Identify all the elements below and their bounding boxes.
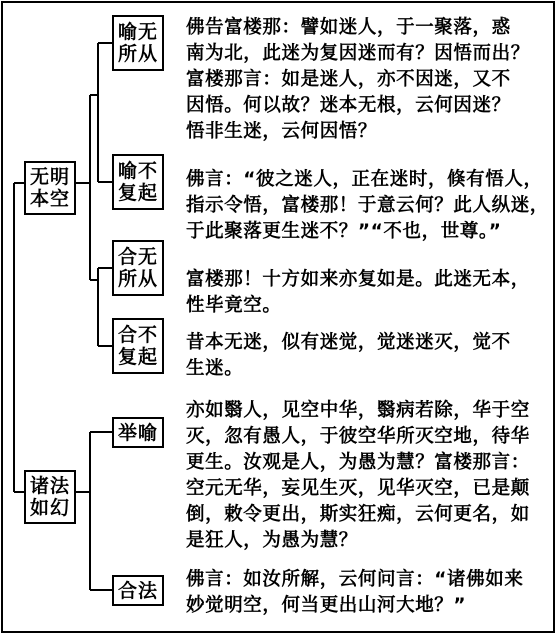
branch-label-line: 合法	[117, 579, 158, 602]
root-label-line: 无明	[29, 166, 70, 188]
root-label-line: 如幻	[29, 497, 70, 519]
branch-label-line: 合不	[117, 324, 158, 346]
branch-label-yu-bu-fuqi	[112, 154, 164, 210]
branch-label-ju-yu	[112, 417, 164, 448]
branch-text-ju-yu: 亦如翳人，见空中华，翳病若除，华于空 灭，忽有愚人，于彼空华所灭空地，待华 更生。汝观是人，为愚为慧？富楼那言： 空元无华，妄见生灭，见华灭空，已是颠 倒，敕令更出，斯实狂痴，云何更名，如 是狂人，为愚为慧？	[186, 400, 530, 551]
branch-label-line: 喻无	[117, 21, 158, 43]
branch-text-he-bu-fuqi: 昔本无迷，似有迷觉，觉迷迷灭，觉不 生迷。	[186, 332, 511, 379]
branch-label-he-wu-suocong	[112, 240, 164, 296]
branch-label-he-bu-fuqi	[112, 318, 164, 374]
branch-label-he-fa	[112, 575, 164, 606]
branch-text-he-fa: 佛言：如汝所解，云何问言：“诸佛如来 妙觉明空，何当更出山河大地？”	[186, 569, 524, 616]
branch-label-line: 复起	[117, 182, 158, 204]
branch-label-line: 所从	[117, 43, 158, 65]
branch-label-line: 复起	[117, 346, 158, 368]
root-label-line: 诸法	[29, 475, 70, 497]
branch-text-he-wu-suocong: 富楼那！十方如来亦复如是。此迷无本， 性毕竟空。	[186, 269, 530, 316]
root-label-zhufa-ruhuan	[24, 470, 76, 524]
branch-text-yu-bu-fuqi: 佛言：“彼之迷人，正在迷时，倏有悟人， 指示令悟，富楼那！于意云何？此人纵迷， 于此聚落更生迷不？”“不也，世尊。”	[186, 169, 549, 242]
root-label-wuming-benkong	[24, 161, 76, 215]
branch-label-line: 举喻	[117, 421, 158, 444]
root-label-line: 本空	[29, 188, 70, 210]
branch-text-yu-wu-suocong: 佛告富楼那：譬如迷人，于一聚落，惑 南为北，此迷为复因迷而有？因悟而出？ 富楼那言：如是迷人，亦不因迷，又不 因悟。何以故？迷本无根，云何因迷？ 悟非生迷，云何因悟？	[186, 17, 530, 142]
branch-label-line: 所从	[117, 268, 158, 290]
branch-label-line: 合无	[117, 246, 158, 268]
branch-label-line: 喻不	[117, 160, 158, 182]
branch-label-yu-wu-suocong	[112, 15, 164, 71]
